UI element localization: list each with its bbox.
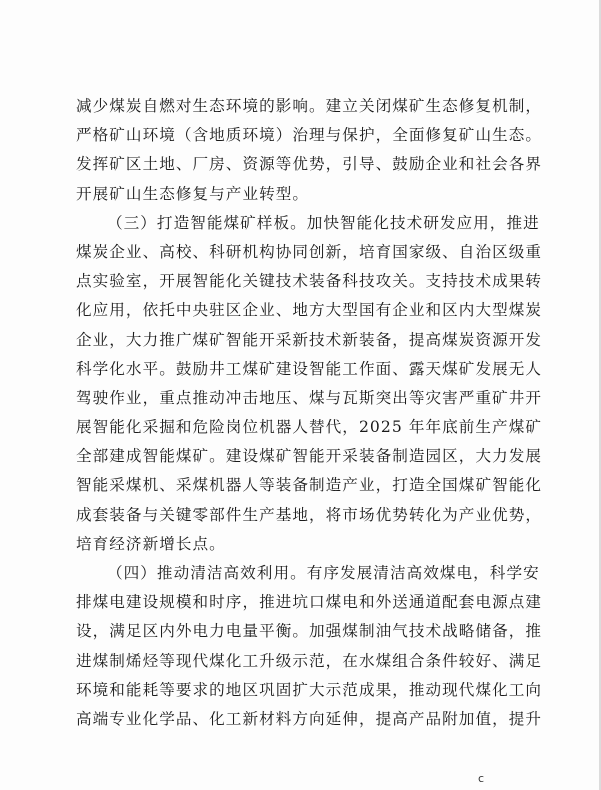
text-line: 环境和能耗等要求的地区巩固扩大示范成果，推动现代煤化工向 [76,680,543,699]
text-line: 严格矿山环境（含地质环境）治理与保护，全面修复矿山生态。 [76,126,543,145]
text-line: 排煤电建设规模和时序，推进坑口煤电和外送通道配套电源点建 [76,593,543,612]
text-line: 科学化水平。鼓励井工煤矿建设智能工作面、露天煤矿发展无人 [76,359,543,378]
text-line: 煤炭企业、高校、科研机构协同创新，培育国家级、自治区级重 [76,242,543,261]
text-line: 化应用，依托中央驻区企业、地方大型国有企业和区内大型煤炭 [76,301,543,320]
text-line: 培育经济新增长点。 [76,534,226,553]
text-line: 企业，大力推广煤矿智能开采新技术新装备，提高煤炭资源开发 [76,330,543,349]
text-line: 减少煤炭自燃对生态环境的影响。建立关闭煤矿生态修复机制， [76,97,543,115]
text-line: 开展矿山生态修复与产业转型。 [76,184,310,203]
section-heading-line: （四）推动清洁高效利用。有序发展清洁高效煤电，科学安 [107,564,540,582]
text-line: 展智能化采掘和危险岗位机器人替代，2025 年年底前生产煤矿 [76,418,542,437]
text-line: 高端专业化学品、化工新材料方向延伸，提高产品附加值，提升 [76,709,543,728]
text-line: 发挥矿区土地、厂房、资源等优势，引导、鼓励企业和社会各界 [76,155,543,174]
document-body [76,92,554,734]
section-heading-line: （三）打造智能煤矿样板。加快智能化技术研发应用，推进 [107,213,540,232]
text-line: 全部建成智能煤矿。建设煤矿智能开采装备制造园区，大力发展 [76,447,543,466]
page-mark: c [478,772,485,785]
text-line: 设，满足区内外电力电量平衡。加强煤制油气技术战略储备，推 [76,622,543,641]
text-line: 成套装备与关键零部件生产基地，将市场优势转化为产业优势， [76,505,543,524]
text-line: 智能采煤机、采煤机器人等装备制造产业，打造全国煤矿智能化 [76,476,543,495]
text-line: 驾驶作业，重点推动冲击地压、煤与瓦斯突出等灾害严重矿井开 [76,388,543,407]
text-line: 进煤制烯烃等现代煤化工升级示范，在水煤组合条件较好、满足 [76,651,543,670]
text-line: 点实验室，开展智能化关键技术装备科技攻关。支持技术成果转 [76,272,543,291]
